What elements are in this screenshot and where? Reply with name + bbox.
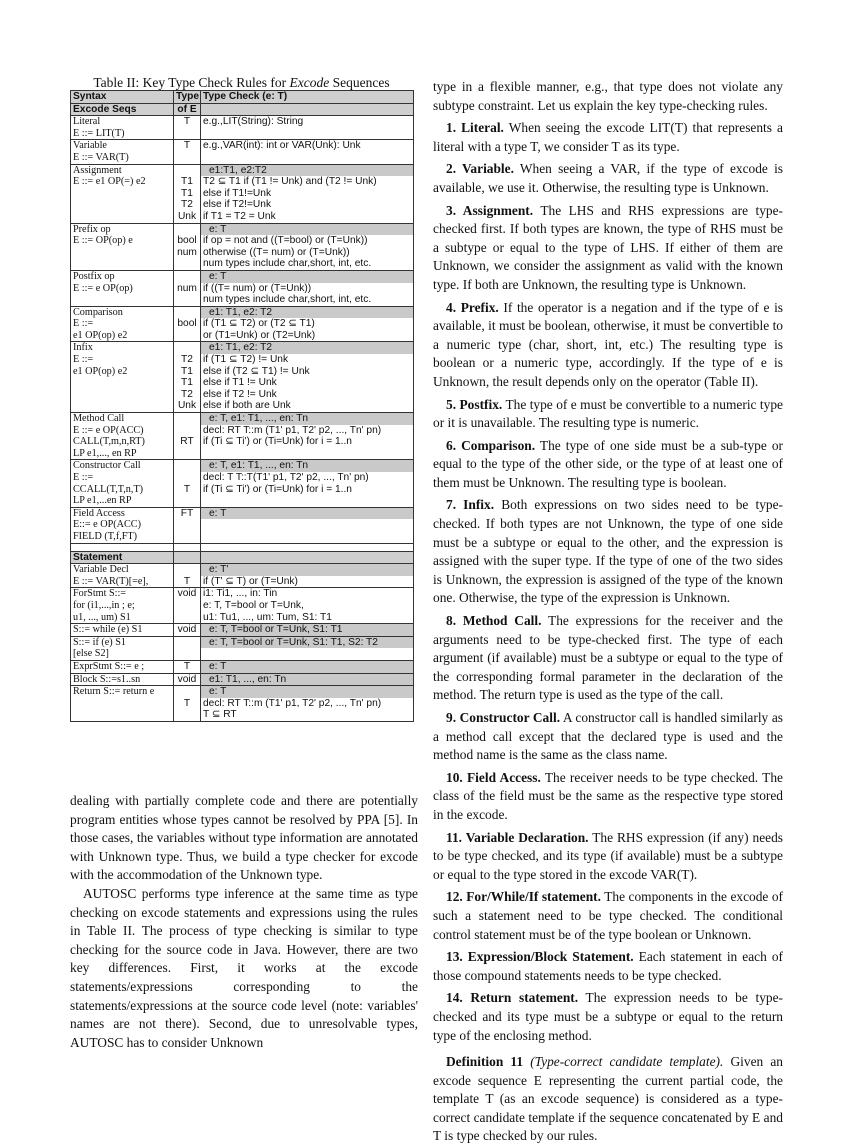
check-cell [201, 270, 414, 306]
type-cell [174, 686, 201, 722]
definition-text: Given an excode sequence E representing the current partial code, the template T (as an excode sequence) is considered as a type-correct candidate template if the sequence concatenated by E and T is type checked by our rules. [433, 1054, 783, 1144]
syntax-line: E ::= LIT(T) [73, 127, 125, 139]
rule-number: 3. Assignment. [446, 202, 534, 218]
right-column-text [433, 78, 783, 1146]
type-value [176, 472, 198, 484]
type-value: void [177, 588, 197, 600]
check-line: if (T1 ⊆ T2) or (T2 ⊆ T1) [203, 318, 315, 330]
syntax-line: E ::= e1 OP(=) e2 [73, 176, 146, 188]
rule-paragraph [433, 989, 783, 1045]
check-line: if (T' ⊆ T) or (T=Unk) [203, 575, 298, 587]
rule-paragraph [433, 396, 783, 433]
check-cell [201, 164, 414, 223]
check-line: num types include char,short, int, etc. [203, 294, 372, 306]
check-line: or (T1=Unk) or (T2=Unk) [203, 329, 316, 341]
rule-number: 1. Literal. [446, 120, 504, 136]
syntax-line: e1 OP(op) e2 [73, 329, 128, 341]
definition-label: Definition 11 [446, 1054, 524, 1070]
syntax-cell [71, 660, 174, 673]
rule-name: Prefix op [73, 223, 111, 235]
syntax-line: E::= e OP(ACC) [73, 519, 141, 531]
rule-paragraph [433, 612, 783, 705]
rule-number: 6. Comparison. [446, 437, 536, 453]
check-line: else if T1 != Unk [203, 377, 277, 389]
type-value: bool [177, 235, 197, 247]
type-value: num [177, 282, 197, 294]
table-row [71, 342, 414, 413]
paragraph: AUTOSC performs type inference at the same time as type checking on excode statements and expressions using the rules in Table II. The process of type checking is similar to type checking for the source code in Java. However, there are two key differences. First, it works at the excode statements/expressions corresponding to the statements/expressions at the source code level (note: variables' names are not there). Second, due to unresolvable types, AUTOSC has to consider Unknown [70, 885, 418, 1050]
syntax-line: S::= while (e) S1 [73, 624, 143, 636]
type-check-rules-table [70, 90, 414, 722]
check-cell [201, 673, 414, 686]
check-cell [201, 460, 414, 507]
header-type-check: Type Check (e: T) [201, 91, 414, 104]
table-row [71, 588, 414, 624]
check-line: if (Ti ⊆ Ti') or (Ti=Unk) for i = 1..n [203, 436, 352, 448]
rule-number: 12. For/While/If statement. [446, 889, 601, 905]
check-line: e.g.,VAR(int): int or VAR(Unk): Unk [203, 140, 361, 152]
rule-text: The RHS expression (if any) needs to be type checked, and its type (if available) must be a subtype or equal to the type stored in the excode VAR(T). [433, 829, 783, 882]
type-value [176, 495, 198, 507]
rule-paragraph [433, 769, 783, 825]
syntax-cell [71, 164, 174, 223]
check-cell [201, 636, 414, 660]
syntax-cell [71, 342, 174, 413]
rule-paragraph [433, 437, 783, 493]
table-caption: Table II: Key Type Check Rules for Excode Sequences [93, 75, 390, 90]
rule-number: 5. Postfix. [446, 396, 503, 412]
check-cell [201, 140, 414, 164]
syntax-line: E ::= [73, 354, 94, 366]
syntax-cell [71, 140, 174, 164]
type-spacer [176, 224, 198, 236]
rule-name: Assignment [73, 164, 122, 176]
header-syntax: Syntax [71, 91, 174, 104]
type-cell [174, 164, 201, 223]
type-spacer [176, 271, 198, 283]
type-cell [174, 223, 201, 270]
check-line: if (T1 ⊆ T2) != Unk [203, 354, 289, 366]
type-cell [174, 306, 201, 342]
check-header: e: T [201, 686, 413, 698]
rule-paragraph [433, 202, 783, 295]
table-subheader-row [71, 103, 414, 116]
syntax-cell [71, 673, 174, 686]
syntax-line: E ::= VAR(T)[=e], [73, 575, 149, 587]
syntax-cell [71, 460, 174, 507]
type-value: T2 [181, 388, 193, 400]
type-cell [174, 564, 201, 588]
header-excode-seqs: Excode Seqs [71, 103, 174, 116]
check-line: if ((T= num) or (T=Unk)) [203, 282, 312, 294]
header-of-e: of E [174, 103, 201, 116]
syntax-line: E ::= [73, 318, 94, 330]
rule-text: The expression needs to be type-checked and its type must be a subtype or equal to the return type of the enclosing method. [433, 990, 783, 1043]
rule-text: The LHS and RHS expressions are type-checked first. If both types are known, the type of RHS must be a subtype or equal to the type of LHS. If either of them are Unknown, we consider the assignment as valid with the known type. If both are Unknown, the resulting type is Unknown. [433, 202, 783, 292]
type-spacer [176, 307, 198, 319]
rule-name: Method Call [73, 413, 125, 425]
rule-paragraph [433, 888, 783, 944]
check-header: e1: T1, ..., en: Tn [201, 674, 413, 686]
table-row [71, 624, 414, 637]
table-row [71, 564, 414, 588]
expression-rules [71, 116, 414, 551]
check-header: e: T' [201, 564, 413, 576]
syntax-line: e1 OP(op) e2 [73, 365, 128, 377]
check-line: num types include char,short, int, etc. [203, 258, 372, 270]
check-header: e: T, T=bool or T=Unk, S1: T1, S2: T2 [201, 637, 413, 649]
left-column-text [70, 792, 418, 1052]
rule-paragraph [433, 160, 783, 197]
syntax-line: Return S::= return e [73, 686, 155, 698]
syntax-cell [71, 564, 174, 588]
rule-number: 2. Variable. [446, 161, 514, 177]
paragraph: dealing with partially complete code and there are potentially program entities whose types cannot be resolved by PPA [5]. In those cases, the variables without type information are annotated with Unknown type. Thus, we build a type checker for excode with the accommodation of the Unknown type. [70, 793, 418, 883]
table-row [71, 306, 414, 342]
syntax-line: ExprStmt S::= e ; [73, 660, 145, 672]
syntax-line: CALL(T,m,n,RT) [73, 436, 145, 448]
rule-paragraph [433, 829, 783, 885]
rule-number: 10. Field Access. [446, 769, 541, 785]
check-header: e1:T1, e2:T2 [201, 165, 413, 177]
syntax-line: S::= if (e) S1 [73, 636, 127, 648]
check-line: decl: RT T::m (T1' p1, T2' p2, ..., Tn' pn) [203, 697, 382, 709]
check-line: u1: Tu1, ..., um: Tum, S1: T1 [203, 611, 332, 623]
syntax-line: E ::= e OP(ACC) [73, 424, 144, 436]
type-cell [174, 507, 201, 543]
syntax-line: LP e1,..., en RP [73, 447, 137, 459]
type-value [176, 294, 198, 306]
check-cell [201, 223, 414, 270]
type-value: T2 [181, 199, 193, 211]
type-spacer [176, 342, 198, 354]
separator-row [71, 543, 414, 551]
type-value: num [177, 246, 197, 258]
check-line: if op = not and ((T=bool) or (T=Unk)) [203, 235, 368, 247]
rule-name: Comparison [73, 306, 123, 318]
type-value [176, 425, 198, 437]
rule-name: Literal [73, 116, 101, 128]
rule-number: 8. Method Call. [446, 613, 542, 629]
syntax-line: Block S::=s1..sn [73, 673, 141, 685]
check-line: else if T1!=Unk [203, 187, 272, 199]
check-line: T ⊆ RT [203, 709, 237, 721]
syntax-cell [71, 686, 174, 722]
check-cell [201, 564, 414, 588]
syntax-cell [71, 624, 174, 637]
type-cell [174, 413, 201, 460]
check-line: else if both are Unk [203, 400, 291, 412]
syntax-line: [else S2] [73, 648, 109, 660]
table-row [71, 116, 414, 140]
type-cell [174, 588, 201, 624]
type-value: T1 [181, 377, 193, 389]
rule-text: Both expressions on two sides need to be type-checked. If both types are not Unknown, the type of one side must be a subtype or equal to the other, and the expression is assigned with the super type. If the type of one of the two sides is Unknown, the expression is assigned of the type of the known one. Otherwise, the type of the expression is Unknown. [433, 497, 783, 606]
type-value [176, 637, 198, 649]
check-line: decl: T T::T(T1' p1, T2' p2, ..., Tn' pn) [203, 472, 369, 483]
check-cell [201, 624, 414, 637]
type-cell [174, 270, 201, 306]
check-line: if (Ti ⊆ Ti') or (Ti=Unk) for i = 1..n [203, 483, 352, 495]
syntax-line: E ::= OP(op) e [73, 235, 133, 247]
table-row [71, 660, 414, 673]
table-row [71, 673, 414, 686]
type-value: T [183, 697, 191, 709]
check-cell [201, 342, 414, 413]
table-header-row [71, 91, 414, 104]
check-line: else if T2!=Unk [203, 199, 272, 211]
type-value: Unk [177, 400, 197, 412]
check-header: e: T [201, 224, 413, 236]
check-line: otherwise ((T= num) or (T=Unk)) [203, 246, 350, 258]
rule-number: 9. Constructor Call. [446, 710, 561, 725]
rule-name: Field Access [73, 507, 125, 519]
check-header: e: T, e1: T1, ..., en: Tn [201, 413, 413, 425]
statement-header-row [71, 551, 414, 564]
type-spacer [176, 165, 198, 177]
check-line: e.g.,LIT(String): String [203, 116, 304, 128]
type-cell [174, 624, 201, 637]
rule-text: The components in the excode of such a statement need to be type checked. The conditional control statement must be of the type boolean or Unknown. [433, 889, 783, 942]
type-cell [174, 660, 201, 673]
syntax-line: E ::= [73, 472, 94, 483]
check-line: if T1 = T2 = Unk [203, 210, 276, 222]
type-value: T [183, 660, 191, 672]
rule-number: 11. Variable Declaration. [446, 829, 589, 845]
syntax-cell [71, 116, 174, 140]
paragraph-intro: type in a flexible manner, e.g., that type does not violate any subtype constraint. Let us explain the key type-checking rules. [433, 79, 783, 113]
check-header: e: T [201, 508, 413, 520]
table-row [71, 686, 414, 722]
rule-name: Variable Decl [73, 564, 129, 576]
rule-text: The receiver needs to be type checked. The class of the field must be the same as the respective type stored in the excode. [433, 769, 783, 822]
definition-title: (Type-correct candidate template). [530, 1054, 724, 1070]
type-value: Unk [177, 210, 197, 222]
table-row [71, 636, 414, 660]
type-spacer [176, 564, 198, 576]
check-cell [201, 306, 414, 342]
type-value: void [177, 624, 197, 636]
syntax-line: E ::= VAR(T) [73, 151, 129, 163]
syntax-cell [71, 306, 174, 342]
syntax-line: CCALL(T,T,n,T) [73, 483, 144, 495]
type-cell [174, 636, 201, 660]
rule-paragraph [433, 709, 783, 765]
table-row [71, 164, 414, 223]
rule-number: 7. Infix. [446, 497, 495, 513]
header-type: Type [174, 91, 201, 104]
syntax-line: E ::= e OP(op) [73, 282, 133, 294]
syntax-line: for (i1,...,in ; e; [73, 599, 135, 611]
rule-text: The type of e must be convertible to a numeric type or it is unavailable. The resulting type is numeric. [433, 396, 783, 431]
table-row [71, 140, 414, 164]
check-header: e: T [201, 271, 413, 283]
rule-number: 14. Return statement. [446, 990, 579, 1006]
check-line: T2 ⊆ T1 if (T1 != Unk) and (T2 != Unk) [203, 176, 377, 188]
check-cell [201, 686, 414, 722]
rule-text: When seeing the excode LIT(T) that represents a literal with a type T, we consider T as its type. [433, 120, 783, 154]
type-value: T [183, 483, 191, 495]
check-cell [201, 116, 414, 140]
check-cell [201, 413, 414, 460]
rule-text: Each statement in each of those compound statements needs to be type checked. [433, 949, 783, 983]
statement-header: Statement [71, 551, 174, 564]
table-row [71, 460, 414, 507]
table-row [71, 223, 414, 270]
type-spacer [176, 460, 198, 472]
syntax-cell [71, 413, 174, 460]
check-header: e: T, T=bool or T=Unk, S1: T1 [201, 624, 413, 636]
table-row [71, 413, 414, 460]
type-value: T [183, 140, 191, 152]
check-cell [201, 588, 414, 624]
type-value: T2 [181, 354, 193, 366]
syntax-line: FIELD (T,f,FT) [73, 530, 138, 542]
rule-paragraph [433, 496, 783, 608]
type-value: void [177, 673, 197, 685]
rule-text: A constructor call is handled similarly as a method call except that the declared type is used and the method name is the same as the class name. [433, 710, 783, 763]
check-line: else if T2 != Unk [203, 388, 277, 400]
rule-name: Constructor Call [73, 460, 141, 472]
type-spacer [176, 686, 198, 698]
type-value [176, 330, 198, 342]
type-value: T [183, 575, 191, 587]
syntax-cell [71, 636, 174, 660]
type-value: T1 [181, 187, 193, 199]
syntax-cell [71, 507, 174, 543]
type-cell [174, 116, 201, 140]
check-header: e: T, e1: T1, ..., en: Tn [201, 460, 413, 472]
check-line: decl: RT T::m (T1' p1, T2' p2, ..., Tn' pn) [203, 424, 382, 436]
type-value: T [183, 116, 191, 128]
check-header: e: T [201, 661, 413, 673]
type-spacer [176, 413, 198, 425]
rule-number: 13. Expression/Block Statement. [446, 949, 634, 965]
type-cell [174, 673, 201, 686]
type-value: T1 [181, 176, 193, 188]
rule-text: The expressions for the receiver and the arguments need to be type-checked first. The type of each argument (if available) must be a subtype or equal to the type of the corresponding formal parameter in the declaration of the method. The return type is used as the type of the call. [433, 613, 784, 703]
table-row [71, 270, 414, 306]
rule-name: Infix [73, 342, 93, 354]
rule-name: Postfix op [73, 270, 115, 282]
check-cell [201, 660, 414, 673]
table-row [71, 507, 414, 543]
type-cell [174, 140, 201, 164]
rule-text: If the operator is a negation and if the type of e is available, it must be boolean, otherwise, it must be convertible to a numeric type (char, short, int, etc.) The resulting type is boolean or a numeric type, accordingly. If the type of e is Unknown, the result depends only on the operator (Table II). [433, 299, 784, 389]
type-cell [174, 342, 201, 413]
check-line: e: T, T=bool or T=Unk, [203, 599, 304, 611]
rules-list [433, 119, 783, 1045]
statement-rules [71, 551, 414, 721]
check-line: else if (T2 ⊆ T1) != Unk [203, 365, 310, 377]
rule-name: ForStmt S::= [73, 588, 127, 600]
rule-text: The type of one side must be a sub-type or equal to the type of the other side, or the type of at least one of them must be Unknown. The resulting type is boolean. [433, 437, 784, 490]
rule-number: 4. Prefix. [446, 299, 499, 315]
check-cell [201, 507, 414, 543]
type-value: RT [180, 436, 194, 448]
type-cell [174, 460, 201, 507]
syntax-line: u1, ..., um) S1 [73, 611, 131, 623]
type-value [176, 448, 198, 460]
check-header: e1: T1, e2: T2 [201, 342, 413, 354]
rule-paragraph [433, 119, 783, 156]
type-value [176, 258, 198, 270]
syntax-cell [71, 270, 174, 306]
type-value: FT [180, 507, 194, 519]
rule-name: Variable [73, 140, 107, 152]
rule-paragraph [433, 299, 783, 392]
rule-paragraph [433, 948, 783, 985]
rule-text: When seeing a VAR, if the type of excode is available, we use it. Otherwise, the resulting type is Unknown. [433, 161, 783, 195]
syntax-cell [71, 223, 174, 270]
syntax-line: LP e1,...en RP [73, 495, 132, 507]
check-line: i1: Ti1, ..., in: Tin [203, 588, 278, 600]
syntax-cell [71, 588, 174, 624]
type-value: bool [177, 318, 197, 330]
check-header: e1: T1, e2: T2 [201, 307, 413, 319]
type-value: T1 [181, 365, 193, 377]
